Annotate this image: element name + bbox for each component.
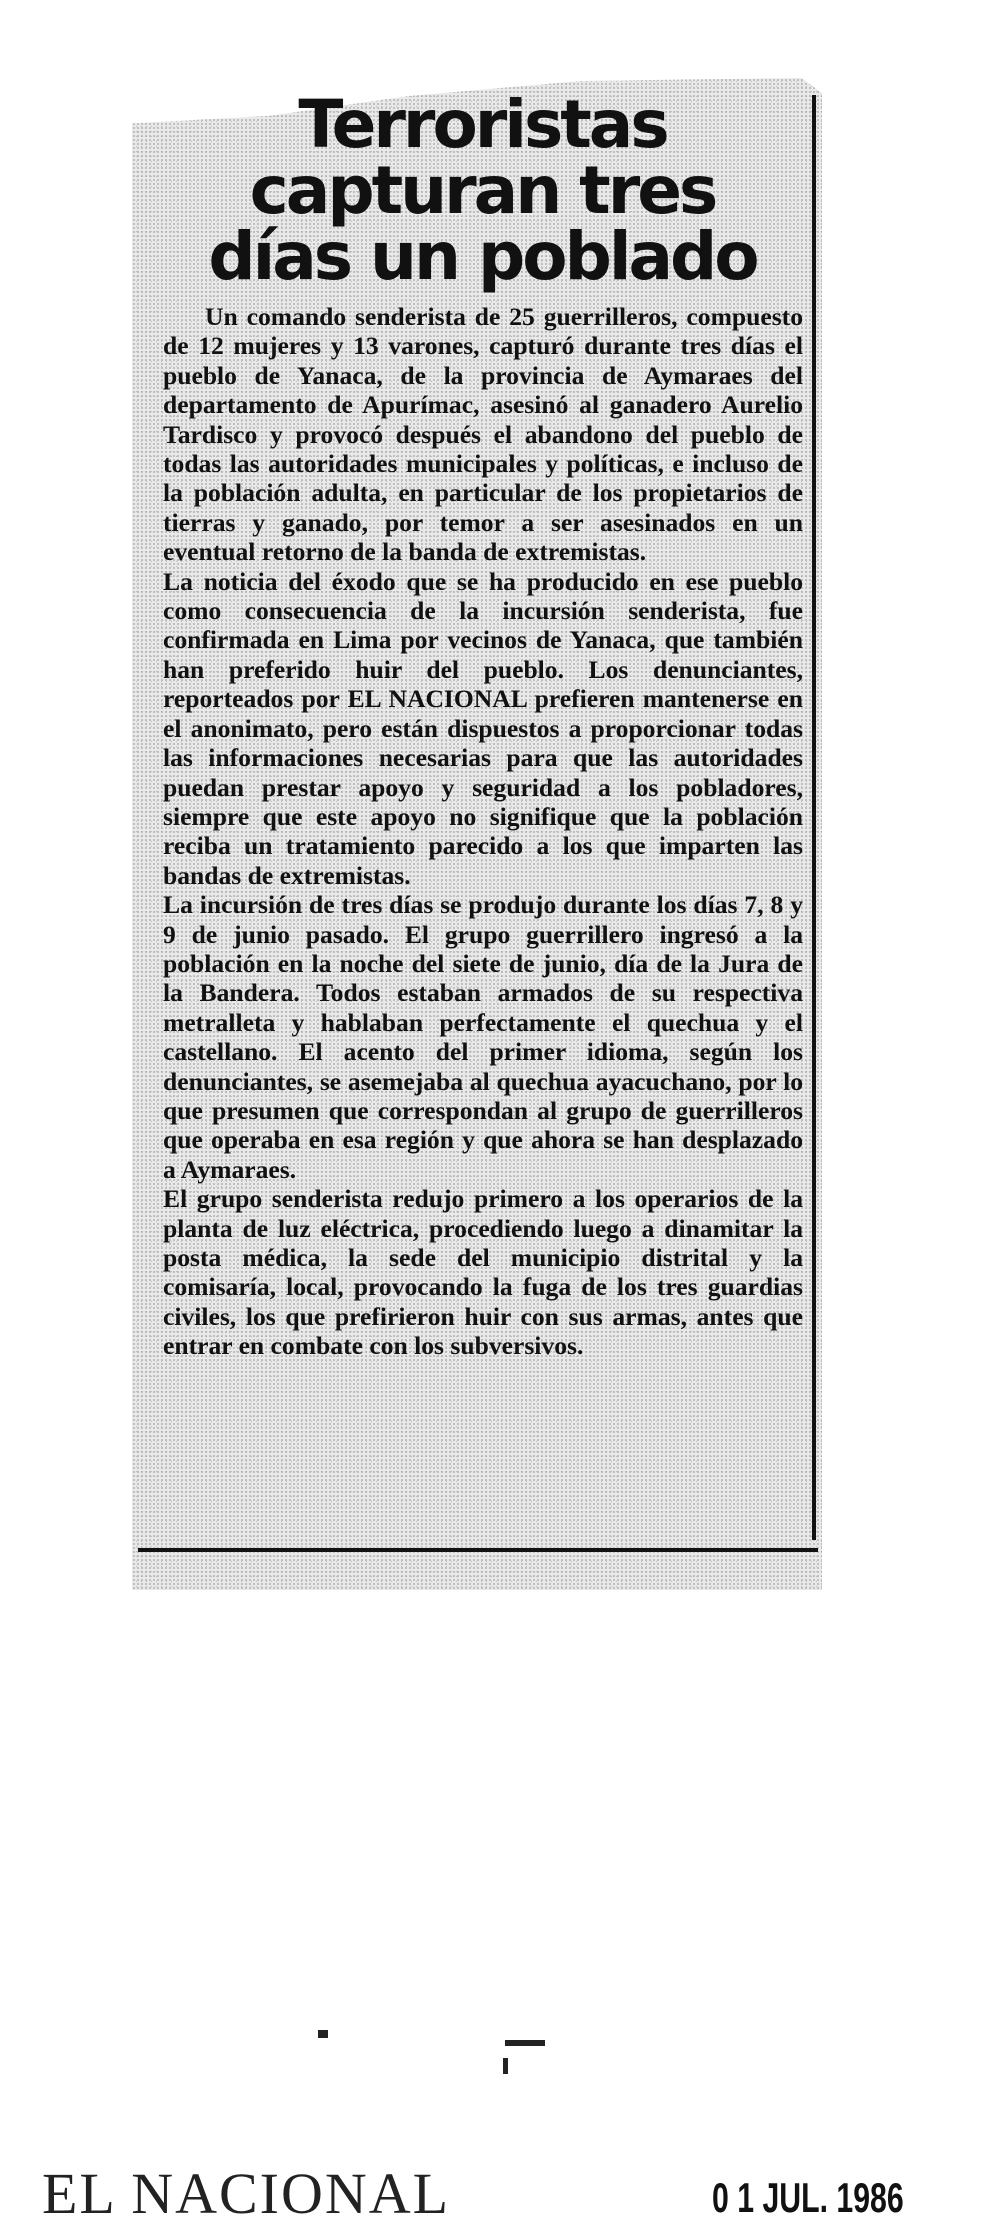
headline-line: Terroristas (298, 86, 667, 163)
column-rule-right (812, 95, 816, 1540)
article-body (163, 302, 803, 1361)
article-paragraph: Un comando senderista de 25 guerrilleros, compuesto de 12 mujeres y 13 varones, capturó durante tres días el pueblo de Yanaca, de la provincia de Aymaraes del departamento de Apurímac, asesinó al ganadero Aurelio Tardisco y provocó después el abandono del pueblo de todas las autoridades municipales y políticas, e incluso de la población adulta, en particular de los propietarios de tierras y ganado, por temor a ser asesinados en un eventual retorno de la banda de extremistas. (163, 302, 803, 567)
article-headline (150, 86, 815, 295)
column-rule-bottom (138, 1548, 818, 1552)
article-paragraph: La incursión de tres días se produjo durante los días 7, 8 y 9 de junio pasado. El grupo guerrillero ingresó a la población en la noche del siete de junio, día de la Jura de la Bandera. Todos estaban armados de su respectiva metralleta y hablaban perfectamente el quechua y el castellano. El acento del primer idioma, según los denunciantes, se asemejaba al quechua ayacuchano, por lo que presumen que correspondan al grupo de guerrilleros que operaba en esa región y que ahora se han desplazado a Aymaraes. (163, 890, 803, 1184)
article-paragraph: El grupo senderista redujo primero a los operarios de la planta de luz eléctrica, procediendo luego a dinamitar la posta médica, la sede del municipio distrital y la comisaría, local, provocando la fuga de los tres guardias civiles, los que prefirieron huir con sus armas, antes que entrar en combate con los subversivos. (163, 1184, 803, 1361)
ink-mark (318, 2030, 328, 2038)
article-paragraph: La noticia del éxodo que se ha producido en ese pueblo como consecuencia de la incursión senderista, fue confirmada en Lima por vecinos de Yanaca, que también han preferido huir del pueblo. Los denunciantes, reporteados por EL NACIONAL prefieren mantenerse en el anonimato, pero están dispuestos a proporcionar todas las informaciones necesarias para que las autoridades puedan prestar apoyo y seguridad a los pobladores, siempre que este apoyo no signifique que la población reciba un tratamiento parecido a los que imparten las bandas de extremistas. (163, 566, 803, 890)
ink-mark (505, 2040, 545, 2046)
headline-line: días un poblado (208, 218, 757, 295)
date-stamp: 0 1 JUL. 1986 (712, 2174, 904, 2221)
newspaper-name: EL NACIONAL (42, 2161, 451, 2226)
ink-mark (503, 2058, 508, 2074)
headline-line: capturan tres (249, 152, 716, 229)
